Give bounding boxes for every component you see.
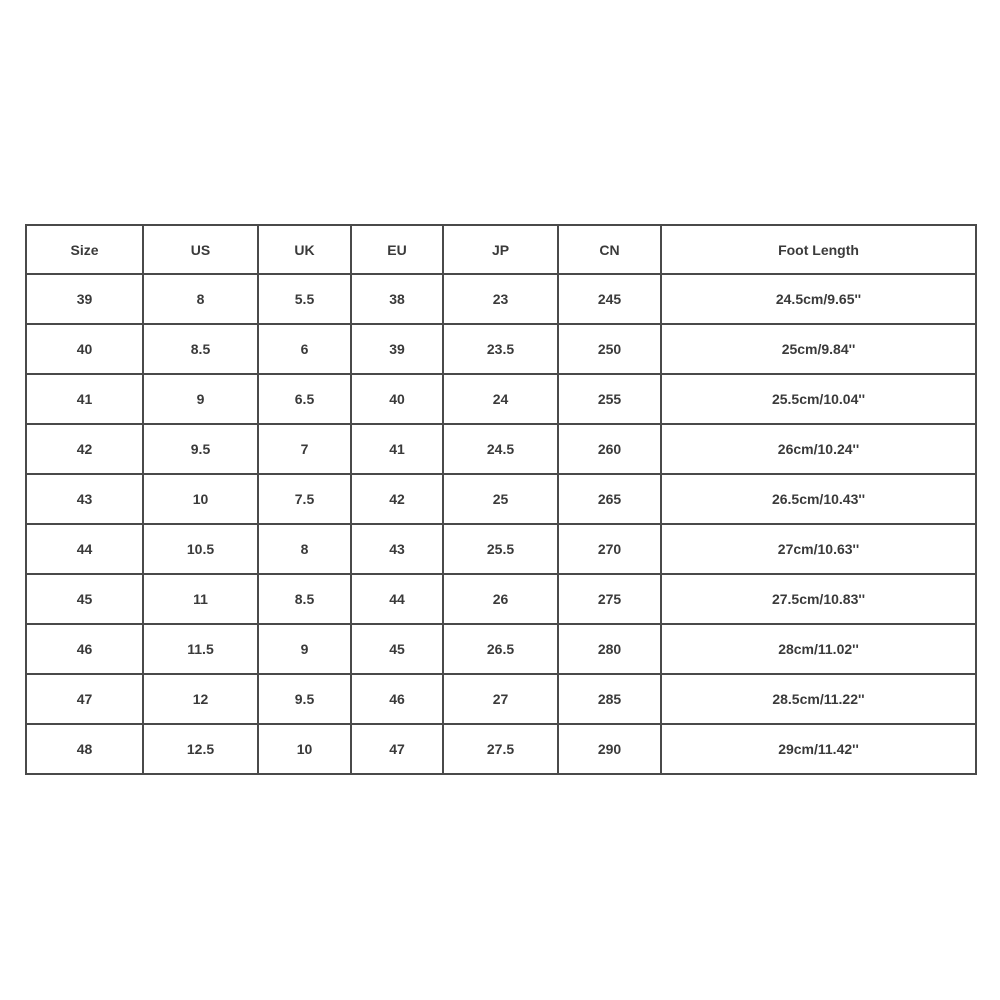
cell-us: 11 (143, 574, 258, 624)
cell-jp: 23 (443, 274, 558, 324)
cell-eu: 41 (351, 424, 443, 474)
cell-us: 10.5 (143, 524, 258, 574)
table-row (26, 574, 976, 624)
cell-us: 11.5 (143, 624, 258, 674)
cell-jp: 24.5 (443, 424, 558, 474)
cell-eu: 45 (351, 624, 443, 674)
cell-size: 40 (26, 324, 143, 374)
cell-us: 12 (143, 674, 258, 724)
cell-size: 45 (26, 574, 143, 624)
cell-foot-length: 26.5cm/10.43'' (661, 474, 976, 524)
cell-foot-length: 24.5cm/9.65'' (661, 274, 976, 324)
cell-eu: 40 (351, 374, 443, 424)
table-row (26, 524, 976, 574)
cell-jp: 26 (443, 574, 558, 624)
table-row (26, 624, 976, 674)
cell-jp: 25.5 (443, 524, 558, 574)
cell-foot-length: 28.5cm/11.22'' (661, 674, 976, 724)
cell-cn: 245 (558, 274, 661, 324)
cell-uk: 5.5 (258, 274, 351, 324)
cell-us: 9 (143, 374, 258, 424)
cell-size: 48 (26, 724, 143, 774)
cell-uk: 8 (258, 524, 351, 574)
cell-jp: 23.5 (443, 324, 558, 374)
cell-foot-length: 29cm/11.42'' (661, 724, 976, 774)
cell-uk: 6 (258, 324, 351, 374)
table-row (26, 424, 976, 474)
cell-foot-length: 25cm/9.84'' (661, 324, 976, 374)
cell-eu: 47 (351, 724, 443, 774)
cell-us: 9.5 (143, 424, 258, 474)
cell-jp: 26.5 (443, 624, 558, 674)
cell-uk: 10 (258, 724, 351, 774)
header-us: US (143, 225, 258, 274)
cell-cn: 250 (558, 324, 661, 374)
table-row (26, 374, 976, 424)
header-row (26, 225, 976, 274)
cell-uk: 6.5 (258, 374, 351, 424)
cell-eu: 44 (351, 574, 443, 624)
cell-eu: 38 (351, 274, 443, 324)
header-uk: UK (258, 225, 351, 274)
cell-uk: 8.5 (258, 574, 351, 624)
cell-size: 43 (26, 474, 143, 524)
table-row (26, 324, 976, 374)
header-eu: EU (351, 225, 443, 274)
cell-cn: 275 (558, 574, 661, 624)
cell-jp: 27 (443, 674, 558, 724)
cell-foot-length: 28cm/11.02'' (661, 624, 976, 674)
cell-us: 8.5 (143, 324, 258, 374)
cell-size: 39 (26, 274, 143, 324)
cell-foot-length: 25.5cm/10.04'' (661, 374, 976, 424)
header-jp: JP (443, 225, 558, 274)
cell-eu: 43 (351, 524, 443, 574)
cell-cn: 260 (558, 424, 661, 474)
table-row (26, 274, 976, 324)
cell-us: 8 (143, 274, 258, 324)
cell-size: 41 (26, 374, 143, 424)
cell-cn: 265 (558, 474, 661, 524)
cell-jp: 25 (443, 474, 558, 524)
cell-size: 47 (26, 674, 143, 724)
cell-size: 46 (26, 624, 143, 674)
cell-uk: 9 (258, 624, 351, 674)
header-foot-length: Foot Length (661, 225, 976, 274)
cell-eu: 46 (351, 674, 443, 724)
table-row (26, 474, 976, 524)
header-size: Size (26, 225, 143, 274)
cell-size: 42 (26, 424, 143, 474)
cell-uk: 9.5 (258, 674, 351, 724)
header-cn: CN (558, 225, 661, 274)
table-row (26, 724, 976, 774)
size-chart-table (25, 224, 977, 775)
cell-foot-length: 26cm/10.24'' (661, 424, 976, 474)
cell-cn: 280 (558, 624, 661, 674)
cell-jp: 27.5 (443, 724, 558, 774)
table-row (26, 674, 976, 724)
cell-us: 12.5 (143, 724, 258, 774)
cell-cn: 290 (558, 724, 661, 774)
cell-jp: 24 (443, 374, 558, 424)
cell-foot-length: 27cm/10.63'' (661, 524, 976, 574)
cell-cn: 270 (558, 524, 661, 574)
cell-uk: 7.5 (258, 474, 351, 524)
cell-foot-length: 27.5cm/10.83'' (661, 574, 976, 624)
cell-eu: 39 (351, 324, 443, 374)
cell-eu: 42 (351, 474, 443, 524)
cell-size: 44 (26, 524, 143, 574)
cell-us: 10 (143, 474, 258, 524)
cell-uk: 7 (258, 424, 351, 474)
cell-cn: 255 (558, 374, 661, 424)
cell-cn: 285 (558, 674, 661, 724)
